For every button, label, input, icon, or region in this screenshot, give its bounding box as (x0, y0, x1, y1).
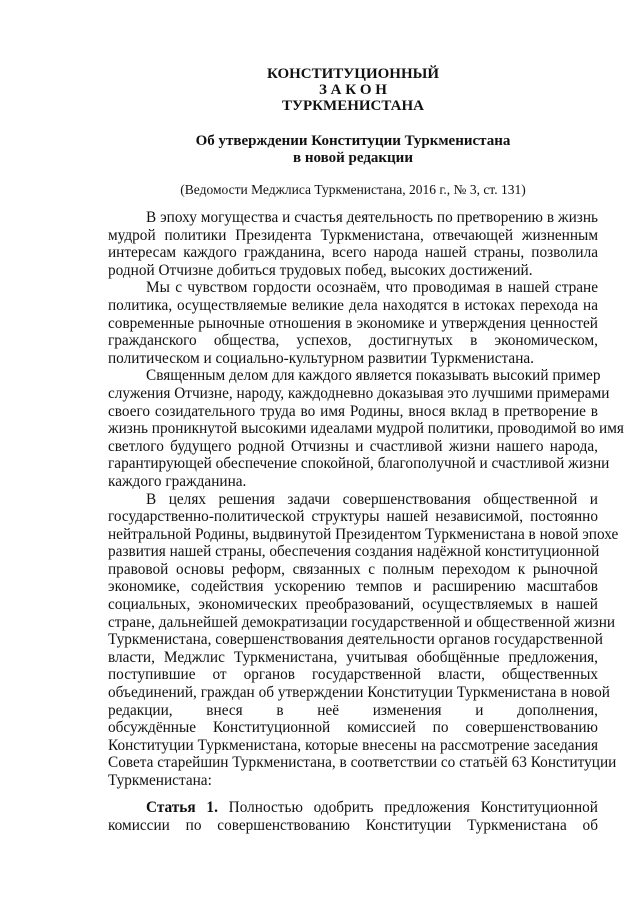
text-line: В эпоху могущества и счастья деятельность по претворению в жизнь (146, 209, 598, 226)
text-line: власти, Меджлис Туркменистана, учитывая обобщённые предложения, (108, 648, 598, 666)
text-line: Священным делом для каждого является показывать высокий пример (146, 367, 601, 385)
text-line: политика, осуществляемые великие дела находятся в истоках перехода на (108, 296, 598, 314)
article-label: Статья 1. (146, 799, 218, 817)
text-line: Туркменистана, совершенствования деятельности органов государственной (108, 631, 603, 649)
citation: (Ведомости Меджлиса Туркменистана, 2016 г., № 3, ст. 131) (180, 182, 526, 197)
text-line: В целях решения задачи совершенствования общественной и (146, 490, 598, 508)
text-line: гарантирующей обеспечение спокойной, благополучной и счастливой жизни (108, 455, 610, 473)
text-line: политическом и социально-культурном развитии Туркменистана. (108, 349, 534, 367)
article-1 (108, 799, 598, 834)
text-line: развития нашей страны, обеспечения создания надёжной конституционной (108, 543, 600, 561)
text-line: социальных, экономических преобразований, осуществляемых в нашей (108, 596, 598, 614)
paragraph-4 (108, 490, 619, 790)
text-line: светлого будущего родной Отчизны и счастливой жизни нашего народа, (108, 437, 598, 455)
document-body (108, 209, 624, 834)
text-line: объединений, граждан об утверждении Конституции Туркменистана в новой (108, 684, 610, 702)
text-line: правовой основы реформ, связанных с полным переходом к рыночной (108, 560, 598, 578)
text-line: Конституции Туркменистана, которые внесены на рассмотрение заседания (108, 736, 598, 754)
text-line: Туркменистана: (108, 772, 212, 789)
subtitle-line-2: в новой редакции (293, 150, 413, 166)
text-line: Мы с чувством гордости осознаём, что проводимая в нашей стране (146, 279, 598, 297)
text-line: экономике, содействия ускорению темпов и расширению масштабов (108, 578, 598, 596)
text-line: своего созидательного труда во имя Родины, внося вклад в претворение в (108, 402, 598, 420)
text-line: Совета старейшин Туркменистана, в соответствии со статьёй 63 Конституции (108, 754, 617, 772)
text-line: служения Отчизне, народу, каждодневно доказывая это лучшими примерами (108, 384, 610, 402)
article-text-1: Полностью одобрить предложения Конституционной (228, 799, 598, 817)
text-line: интересам каждого гражданина, всего народа нашей страны, позволила (108, 244, 598, 262)
paragraph-2 (108, 279, 598, 367)
document-page (108, 0, 624, 905)
text-line: современные рыночные отношения в экономике и утверждения ценностей (108, 314, 598, 332)
text-line: государственно-политической структуры нашей независимой, постоянно (108, 508, 598, 526)
text-line: каждого гражданина. (108, 472, 247, 490)
paragraph-3 (108, 367, 624, 490)
text-line: поступившие от органов государственной власти, общественных (108, 666, 598, 684)
text-line: нейтральной Родины, выдвинутой Президентом Туркменистана в новой эпохе (108, 525, 619, 543)
subtitle-line-1: Об утверждении Конституции Туркменистана (195, 133, 511, 149)
text-line: стране, дальнейшей демократизации государственной и общественной жизни (108, 613, 616, 631)
law-title-line-2: З А К О Н (319, 82, 387, 98)
law-title-line-1: КОНСТИТУЦИОННЫЙ (266, 66, 440, 82)
law-title-line-3: ТУРКМЕНИСТАНА (282, 98, 424, 114)
text-line: родной Отчизне добиться трудовых побед, высоких достижений. (108, 261, 533, 279)
paragraph-1 (108, 209, 598, 279)
text-line: редакции, внеся в неё изменения и дополнения, (108, 701, 598, 719)
text-line: гражданского общества, успехов, достигнутых в экономическом, (108, 332, 598, 350)
text-line: мудрой политики Президента Туркменистана, отвечающей жизненным (108, 226, 598, 244)
article-text-2: комиссии по совершенствованию Конституции Туркменистана об (108, 816, 598, 834)
text-line: обсуждённые Конституционной комиссией по совершенствованию (108, 719, 598, 737)
text-line: жизнь проникнутой высокими идеалами мудрой политики, проводимой во имя (108, 420, 624, 438)
